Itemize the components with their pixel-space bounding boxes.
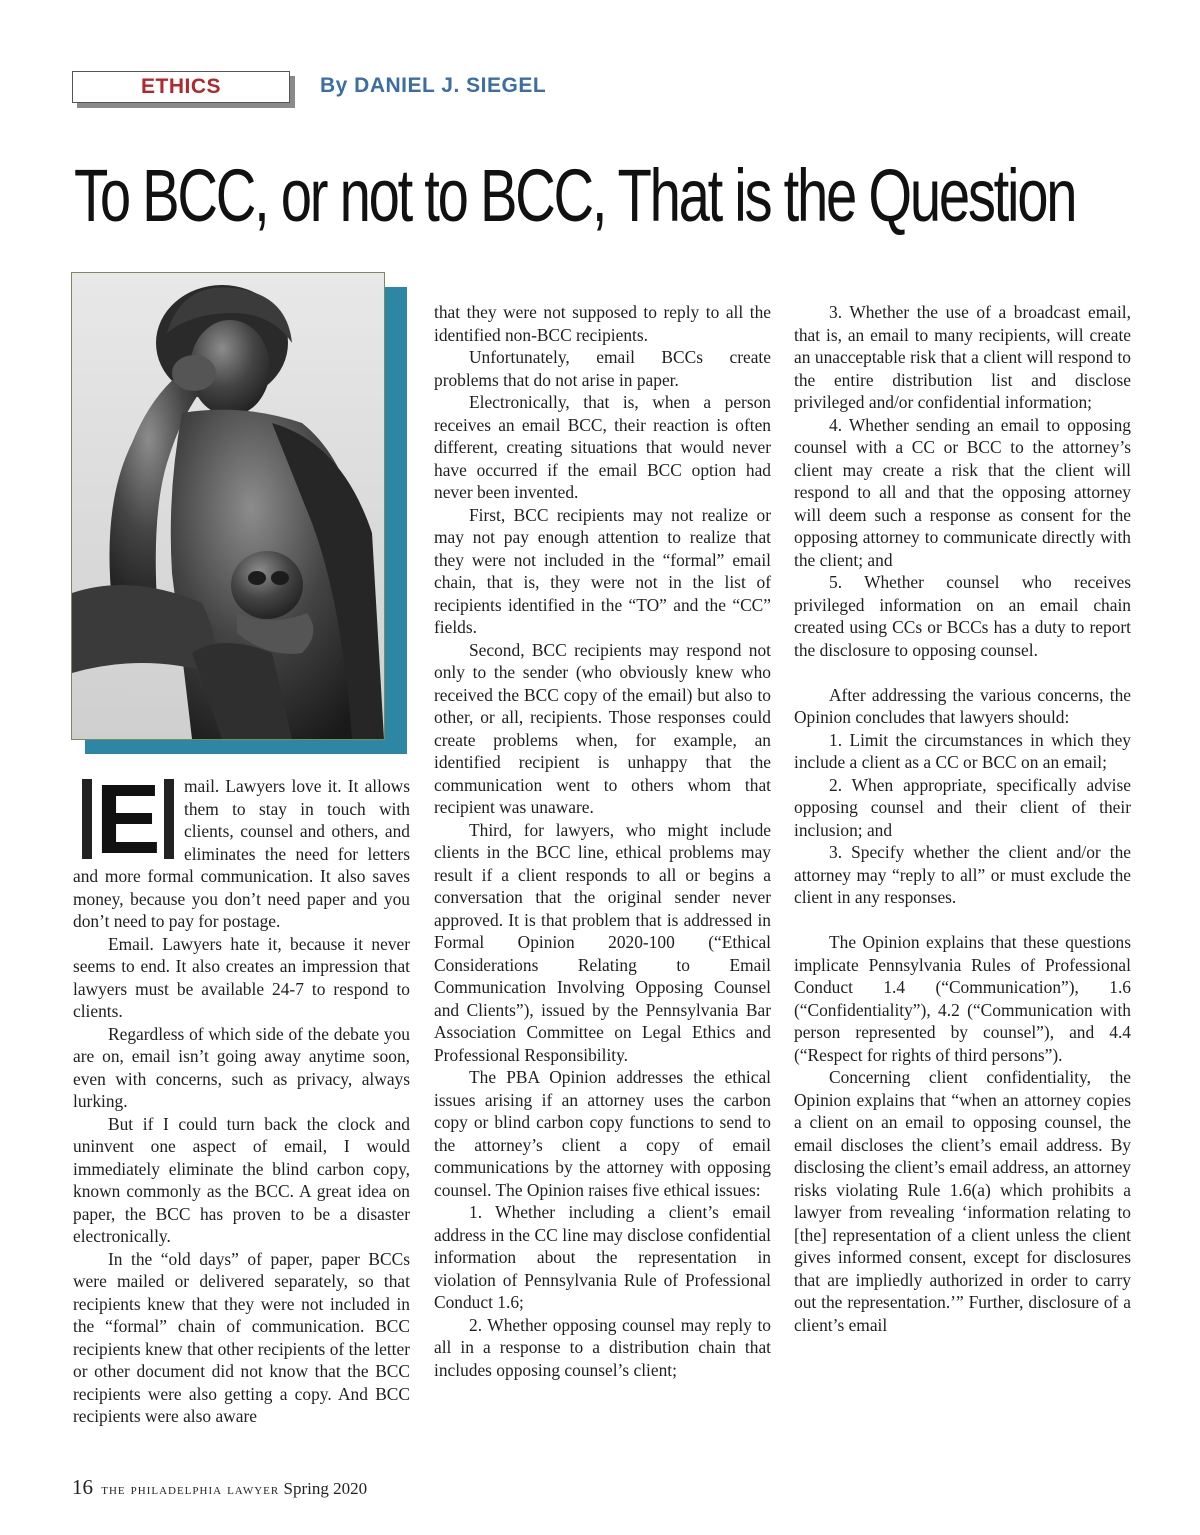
paragraph: After addressing the various concerns, the Opinion concludes that lawyers should: — [794, 684, 1131, 727]
drop-cap — [82, 764, 174, 874]
article-column-3 — [794, 301, 1131, 1336]
page-number: 16 — [72, 1475, 93, 1499]
paragraph: Second, BCC recipients may respond not only to the sender (who obviously knew who received the BCC copy of the email) but also to other, or all, recipients. Those responses could create problems when, for example, an identified recipient is unhappy that the communication went to others whom that recipient was unaware. — [434, 639, 771, 817]
paragraph: that they were not supposed to reply to all the identified non-BCC recipients. — [434, 302, 771, 345]
byline: By DANIEL J. SIEGEL — [320, 74, 547, 97]
paragraph: mail. Lawyers love it. It allows them to stay in touch with clients, counsel and others, and eliminates the need for letters and more formal communication. It also saves money, because you don’t need paper and you don’t need to pay for postage. — [73, 776, 410, 931]
paragraph: Email. Lawyers hate it, because it never seems to end. It also creates an impression that lawyers must be available 24-7 to respond to clients. — [73, 933, 410, 1021]
list-item: 5. Whether counsel who receives privileged information on an email chain created using CCs or BCCs has a duty to report the disclosure to opposing counsel. — [794, 572, 1131, 660]
paragraph: The PBA Opinion addresses the ethical issues arising if an attorney uses the carbon copy or blind carbon copy functions to send to the attorney’s client a copy of email communications by the attorney with opposing counsel. The Opinion raises five ethical issues: — [434, 1067, 771, 1200]
section-label: ETHICS — [140, 75, 221, 98]
issue-date: Spring 2020 — [283, 1479, 368, 1498]
section-tag — [72, 71, 290, 103]
list-item: 2. Whether opposing counsel may reply to all in a response to a distribution chain that includes opposing counsel’s client; — [434, 1314, 771, 1380]
list-item: 3. Whether the use of a broadcast email, that is, an email to many recipients, will create an unacceptable risk that a client will respond to the entire distribution list and disclose privileged and/or confidential information; — [794, 302, 1131, 412]
paragraph: Concerning client confidentiality, the Opinion explains that “when an attorney copies a client on an email to opposing counsel, the email discloses the client’s email address. By disclosing the client’s email address, an attorney risks violating Rule 1.6(a) which prohibits a lawyer from revealing ‘information relating to [the] representation of a client unless the client gives informed consent, except for disclosures that are impliedly authorized in order to carry out the representation.’” Further, disclosure of a client’s email — [794, 1067, 1131, 1335]
paragraph: First, BCC recipients may not realize or may not pay enough attention to realize that they were not included in the “formal” email chain, that is, they were not in the list of recipients identified in the “TO” and the “CC” fields. — [434, 504, 771, 637]
page-footer — [72, 1475, 367, 1500]
article-headline: To BCC, or not to BCC, That is the Question — [74, 154, 1076, 237]
paragraph: But if I could turn back the clock and uninvent one aspect of email, I would immediately eliminate the blind carbon copy, known commonly as the BCC. A great idea on paper, the BCC has proven to be a disaster electronically. — [73, 1113, 410, 1246]
magazine-name: the philadelphia lawyer — [101, 1481, 280, 1498]
thinking-statue-image — [72, 273, 384, 739]
paragraph: Regardless of which side of the debate you are on, email isn’t going away anytime soon, even with concerns, such as privacy, always lurking. — [73, 1023, 410, 1111]
paragraph: In the “old days” of paper, paper BCCs were mailed or delivered separately, so that recipients knew that they were not included in the “formal” chain of communication. BCC recipients knew that other recipients of the letter or other document did not know that the BCC recipients were also getting a copy. And BCC recipients were also aware — [73, 1248, 410, 1426]
list-item: 2. When appropriate, specifically advise opposing counsel and their client of their inclusion; and — [794, 774, 1131, 840]
drop-cap-letter: E — [92, 779, 164, 859]
list-item: 4. Whether sending an email to opposing counsel with a CC or BCC to the attorney’s client may create a risk that the client will respond to all and that the opposing attorney will deem such a response as consent for the opposing attorney to communicate directly with the client; and — [794, 414, 1131, 570]
paragraph: Third, for lawyers, who might include clients in the BCC line, ethical problems may result if a client responds to all or begins a conversation that the original sender never approved. It is that problem that is addressed in Formal Opinion 2020-100 (“Ethical Considerations Relating to Email Communication Involving Opposing Counsel and Clients”), issued by the Pennsylvania Bar Association Committee on Legal Ethics and Professional Responsibility. — [434, 819, 771, 1065]
article-column-2 — [434, 301, 771, 1381]
article-column-1 — [73, 764, 410, 1428]
list-item: 1. Whether including a client’s email address in the CC line may disclose confidential information about the representation in violation of Pennsylvania Rule of Professional Conduct 1.6; — [434, 1202, 771, 1312]
list-item: 1. Limit the circumstances in which they include a client as a CC or BCC on an email; — [794, 729, 1131, 772]
paragraph: The Opinion explains that these questions implicate Pennsylvania Rules of Professional Conduct 1.4 (“Communication”), 1.6 (“Confidentiality”), 4.2 (“Communication with person represented by counsel”), and 4.4 (“Respect for rights of third persons”). — [794, 932, 1131, 1065]
paragraph: Unfortunately, email BCCs create problems that do not arise in paper. — [434, 347, 771, 390]
paragraph: Electronically, that is, when a person receives an email BCC, their reaction is often different, creating situations that would never have occurred if the email BCC option had never been invented. — [434, 392, 771, 502]
statue-photo — [71, 272, 385, 740]
list-item: 3. Specify whether the client and/or the attorney may “reply to all” or must exclude the client in any responses. — [794, 842, 1131, 907]
